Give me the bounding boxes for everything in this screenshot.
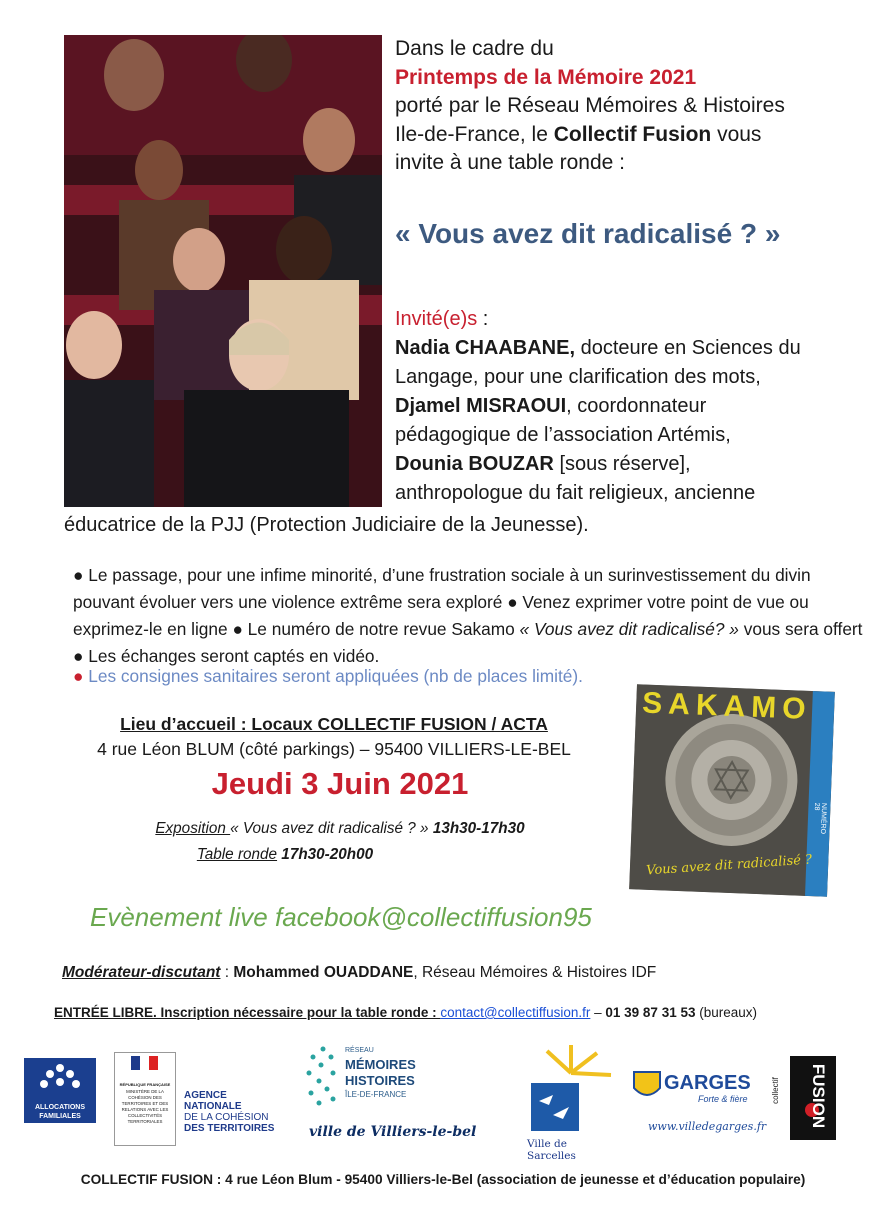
magazine-issue: NUMÉRO 28 bbox=[812, 802, 828, 835]
guest-2-desc: pédagogique de l’association Artémis, bbox=[395, 424, 731, 446]
sarcelles-sun-icon bbox=[527, 1043, 615, 1133]
audience-photo bbox=[64, 35, 382, 507]
roundtable-schedule: Table ronde 17h30-20h00 bbox=[196, 846, 374, 863]
guest-3-desc: anthropologue du fait religieux, ancienne bbox=[395, 482, 756, 504]
event-date: Jeudi 3 Juin 2021 bbox=[211, 766, 469, 801]
reseau-dots-icon bbox=[303, 1043, 343, 1107]
caf-people-icon bbox=[24, 1058, 96, 1098]
intro-line-5: invite à une table ronde : bbox=[395, 151, 625, 174]
footer-address: COLLECTIF FUSION : 4 rue Léon Blum - 95400 Villiers-le-Bel (association de jeunesse et d’éducation populaire) bbox=[80, 1172, 806, 1187]
magazine-cover-text: Vous avez dit radicalisé ? bbox=[645, 852, 813, 879]
contact-email-link[interactable]: contact@collectiffusion.fr bbox=[440, 1005, 591, 1020]
guest-3-desc-end: éducatrice de la PJJ (Protection Judiciaire de la Jeunesse). bbox=[64, 514, 589, 536]
phone-number: 01 39 87 31 53 bbox=[605, 1005, 696, 1020]
garges-logo: GARGES Forte & fière www.villedegarges.fr bbox=[632, 1070, 758, 1140]
guest-1-desc: Langage, pour une clarification des mots, bbox=[395, 366, 761, 388]
guest-3: Dounia BOUZAR [sous réserve], bbox=[395, 453, 691, 475]
intro-line-4: Ile-de-France, le Collectif Fusion vous bbox=[395, 122, 762, 146]
collectif-fusion-logo: collectif FUSION bbox=[768, 1052, 840, 1144]
venue-title: Lieu d’accueil : Locaux COLLECTIF FUSION / ACTA bbox=[120, 714, 548, 734]
audience-illustration bbox=[64, 35, 382, 507]
intro-line-1: Dans le cadre du bbox=[395, 37, 554, 60]
garges-shield-icon bbox=[632, 1070, 662, 1102]
sanitary-notice: ● Les consignes sanitaires seront appliquées (nb de places limité). bbox=[73, 666, 583, 686]
exhibition-schedule: Exposition « Vous avez dit radicalisé ? » 13h30-17h30 bbox=[155, 820, 525, 837]
facebook-live[interactable]: Evènement live facebook@collectiffusion95 bbox=[90, 902, 592, 932]
description: ● Le passage, pour une infime minorité, d’une frustration sociale à un surinvestissement du divin pouvant évoluer vers une violence extrême sera exploré ● Venez exprimer votre point de vue ou exprimez-le en ligne ● Le numéro de notre revue Sakamo « Vous avez dit radicalisé? » vous sera offert ● Les échanges seront captés en vidéo. bbox=[73, 565, 863, 666]
ministere-logo: RÉPUBLIQUE FRANÇAISE MINISTÈRE DE LA COHÉSION DES TERRITOIRES ET DES RELATIONS AVEC LES COLLECTIVITÉS TERRITORIALES bbox=[114, 1052, 176, 1146]
sakamo-magazine-cover bbox=[629, 684, 835, 896]
guests-label: Invité(e)s : bbox=[395, 308, 489, 330]
event-name: Printemps de la Mémoire 2021 bbox=[395, 65, 697, 89]
magazine-title: SAKAMO bbox=[641, 686, 813, 726]
marianne-icon bbox=[115, 1053, 175, 1077]
intro-text bbox=[395, 35, 855, 178]
villiers-le-bel-logo: ville de Villiers-le-bel bbox=[309, 1124, 477, 1140]
reseau-memoires-logo: RÉSEAU MÉMOIRES HISTOIRES ÎLE-DE-FRANCE bbox=[303, 1043, 433, 1113]
event-title: « Vous avez dit radicalisé ? » bbox=[395, 218, 781, 249]
entry-info: ENTRÉE LIBRE. Inscription nécessaire pour la table ronde : contact@collectiffusion.fr – 01 39 87 31 53 (bureaux) bbox=[54, 1005, 758, 1020]
guest-2: Djamel MISRAOUI, coordonnateur bbox=[395, 395, 707, 417]
caf-logo: ALLOCATIONS FAMILIALES bbox=[24, 1058, 96, 1123]
venue-address: 4 rue Léon BLUM (côté parkings) – 95400 VILLIERS-LE-BEL bbox=[97, 739, 571, 759]
anct-logo: AGENCE NATIONALE DE LA COHÉSION DES TERRITOIRES bbox=[184, 1090, 275, 1134]
collectif-name: Collectif Fusion bbox=[553, 122, 712, 146]
intro-line-3: porté par le Réseau Mémoires & Histoires bbox=[395, 94, 785, 117]
moderator: Modérateur-discutant : Mohammed OUADDANE, Réseau Mémoires & Histoires IDF bbox=[62, 964, 657, 981]
guests-block bbox=[395, 305, 855, 508]
sarcelles-logo: Ville de Sarcelles bbox=[527, 1043, 615, 1148]
guest-1: Nadia CHAABANE, docteure en Sciences du bbox=[395, 337, 801, 359]
